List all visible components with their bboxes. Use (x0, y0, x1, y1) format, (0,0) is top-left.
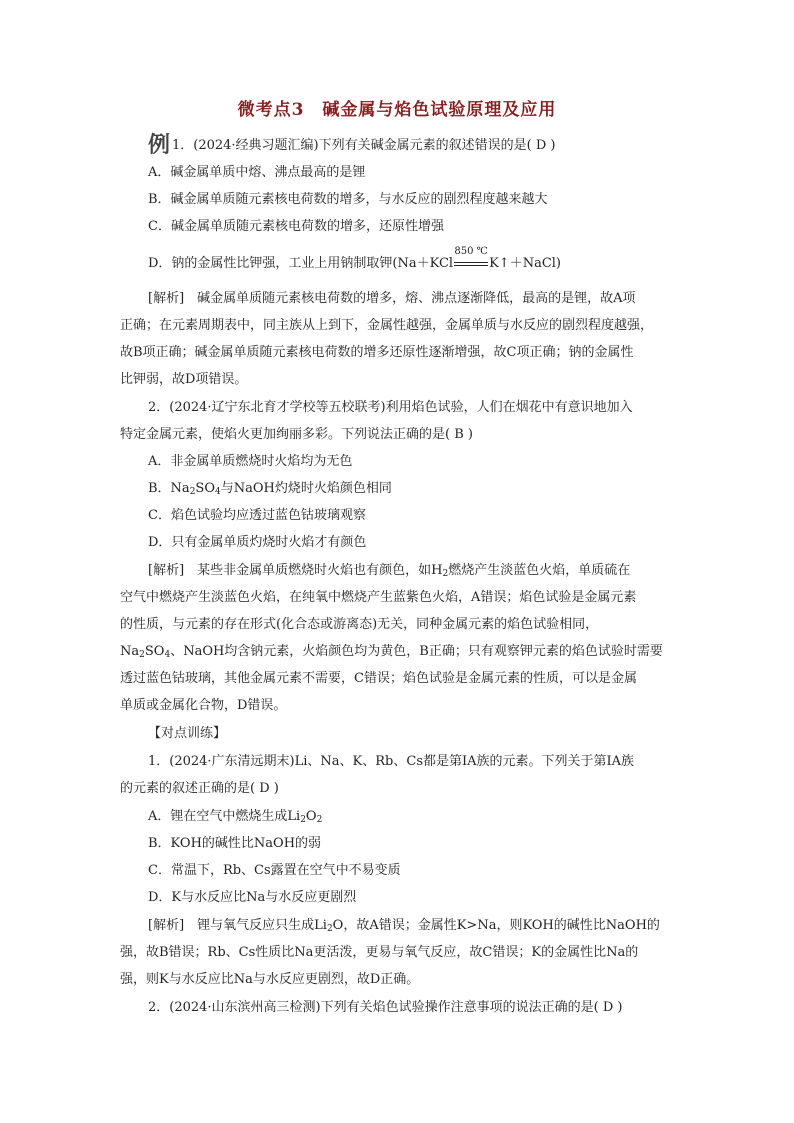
q1-option-d (148, 246, 708, 273)
q2-analysis-text-2: 燃烧产生淡蓝色火焰，单质硫在 (448, 563, 631, 578)
q2-analysis-text-1: [解析] 某些非金属单质燃烧时火焰也有颜色，如H (148, 563, 443, 578)
q1-analysis-line-3: 故B项正确；碱金属单质随元素核电荷数的增多还原性逐渐增强，故C项正确；钠的金属性 (120, 345, 634, 360)
t1-analysis-line-2: 强，故B错误；Rb、Cs性质比Na更活泼，更易与氧气反应，故C错误；K的金属性比Na的 (120, 945, 639, 960)
subscript: 2 (300, 815, 306, 825)
t1-option-d: D．K与水反应比Na与水反应更剧烈 (148, 890, 357, 905)
q2-option-b (148, 480, 708, 501)
equals-sign-icon (454, 262, 488, 266)
q1-option-d-products: K↑＋NaCl) (489, 256, 562, 271)
q2-stem-line-2: 特定金属元素，使焰火更加绚丽多彩。下列说法正确的是( B ) (120, 427, 473, 442)
q1-option-a: A．碱金属单质中熔、沸点最高的是锂 (148, 165, 366, 180)
q2-analysis-text-5: 、NaOH均含钠元素，火焰颜色均为黄色，B正确；只有观察钾元素的焰色试验时需要 (170, 644, 663, 659)
q2-analysis-text-4: SO (144, 644, 165, 659)
page-title: 微考点3 碱金属与焰色试验原理及应用 (237, 100, 557, 120)
section-heading: 【对点训练】 (148, 726, 227, 741)
q1-option-c: C．碱金属单质随元素核电荷数的增多，还原性增强 (148, 219, 444, 234)
q2-analysis-line-5: 透过蓝色钴玻璃，其他金属元素不需要，C错误；焰色试验是金属元素的性质，可以是金属 (120, 671, 637, 686)
subscript: 2 (326, 924, 333, 934)
q2-option-b-text-3: 与NaOH灼烧时火焰颜色相同 (220, 481, 392, 496)
q2-option-d: D．只有金属单质灼烧时火焰才有颜色 (148, 535, 367, 550)
q2-option-c: C．焰色试验均应透过蓝色钴玻璃观察 (148, 508, 366, 523)
t2-stem: 2．(2024·山东滨州高三检测)下列有关焰色试验操作注意事项的说法正确的是( D ) (148, 1000, 623, 1015)
t1-option-a (148, 808, 708, 829)
t1-option-c: C．常温下，Rb、Cs露置在空气中不易变质 (148, 863, 401, 878)
t1-option-b: B．KOH的碱性比NaOH的弱 (148, 836, 322, 851)
subscript: 2 (189, 487, 196, 497)
t1-analysis-text-1: [解析] 锂与氧气反应只生成Li (148, 918, 327, 933)
q2-analysis-line-2: 空气中燃烧产生淡蓝色火焰，在纯氧中燃烧产生蓝紫色火焰，A错误；焰色试验是金属元素 (120, 590, 637, 605)
q2-option-a: A．非金属单质燃烧时火焰均为无色 (148, 454, 353, 469)
q1-option-d-text: D．钠的金属性比钾强，工业上用钠制取钾(Na＋KCl (148, 256, 454, 271)
q2-stem-line-1: 2．(2024·辽宁东北育才学校等五校联考)利用焰色试验，人们在烟花中有意识地加入 (148, 400, 633, 415)
q2-analysis-line-1 (148, 562, 708, 583)
t1-option-a-text-1: A．锂在空气中燃烧生成Li (148, 809, 301, 824)
q1-analysis-line-4: 比钾弱，故D项错误。 (120, 372, 248, 387)
q1-option-b: B．碱金属单质随元素核电荷数的增多，与水反应的剧烈程度越来越大 (148, 192, 548, 207)
subscript: 2 (139, 650, 145, 660)
q1-analysis-line-2: 正确；在元素周期表中，同主族从上到下，金属性越强，金属单质与水反应的剧烈程度越强， (120, 318, 654, 333)
reaction-condition-label: 850 ℃ (454, 246, 488, 257)
t1-stem-line-2: 的元素的叙述正确的是( D ) (120, 781, 279, 796)
q1-stem: 1．(2024·经典习题汇编)下列有关碱金属元素的叙述错误的是( D ) (172, 138, 556, 153)
example-mark-icon: 例 (148, 132, 171, 158)
t1-option-a-text-2: O (305, 809, 317, 824)
subscript: 4 (164, 650, 171, 660)
t1-stem-line-1: 1．(2024·广东清远期末)Li、Na、K、Rb、Cs都是第ⅠA族的元素。下列关于第ⅠA族 (148, 754, 635, 769)
t1-analysis-line-3: 强，则K与水反应比Na与水反应更剧烈，故D正确。 (120, 972, 420, 987)
q2-analysis-line-3: 的性质，与元素的存在形式(化合态或游离态)无关，同种金属元素的焰色试验相同， (120, 617, 599, 632)
q2-analysis-text-3: Na (120, 644, 140, 659)
reaction-condition (453, 246, 489, 273)
q2-analysis-line-4 (120, 643, 680, 664)
subscript: 2 (316, 815, 323, 825)
q2-option-b-text-1: B．Na (148, 481, 190, 496)
q2-analysis-line-6: 单质或金属化合物，D错误。 (120, 698, 287, 713)
t1-analysis-text-2: O，故A错误；金属性K>Na，则KOH的碱性比NaOH的 (332, 918, 660, 933)
q2-option-b-text-2: SO (195, 481, 215, 496)
q1-analysis-line-1: [解析] 碱金属单质随元素核电荷数的增多，熔、沸点逐渐降低，最高的是锂，故A项 (148, 291, 636, 306)
subscript: 4 (215, 487, 221, 497)
t1-analysis-line-1 (148, 917, 708, 938)
subscript: 2 (442, 569, 449, 579)
